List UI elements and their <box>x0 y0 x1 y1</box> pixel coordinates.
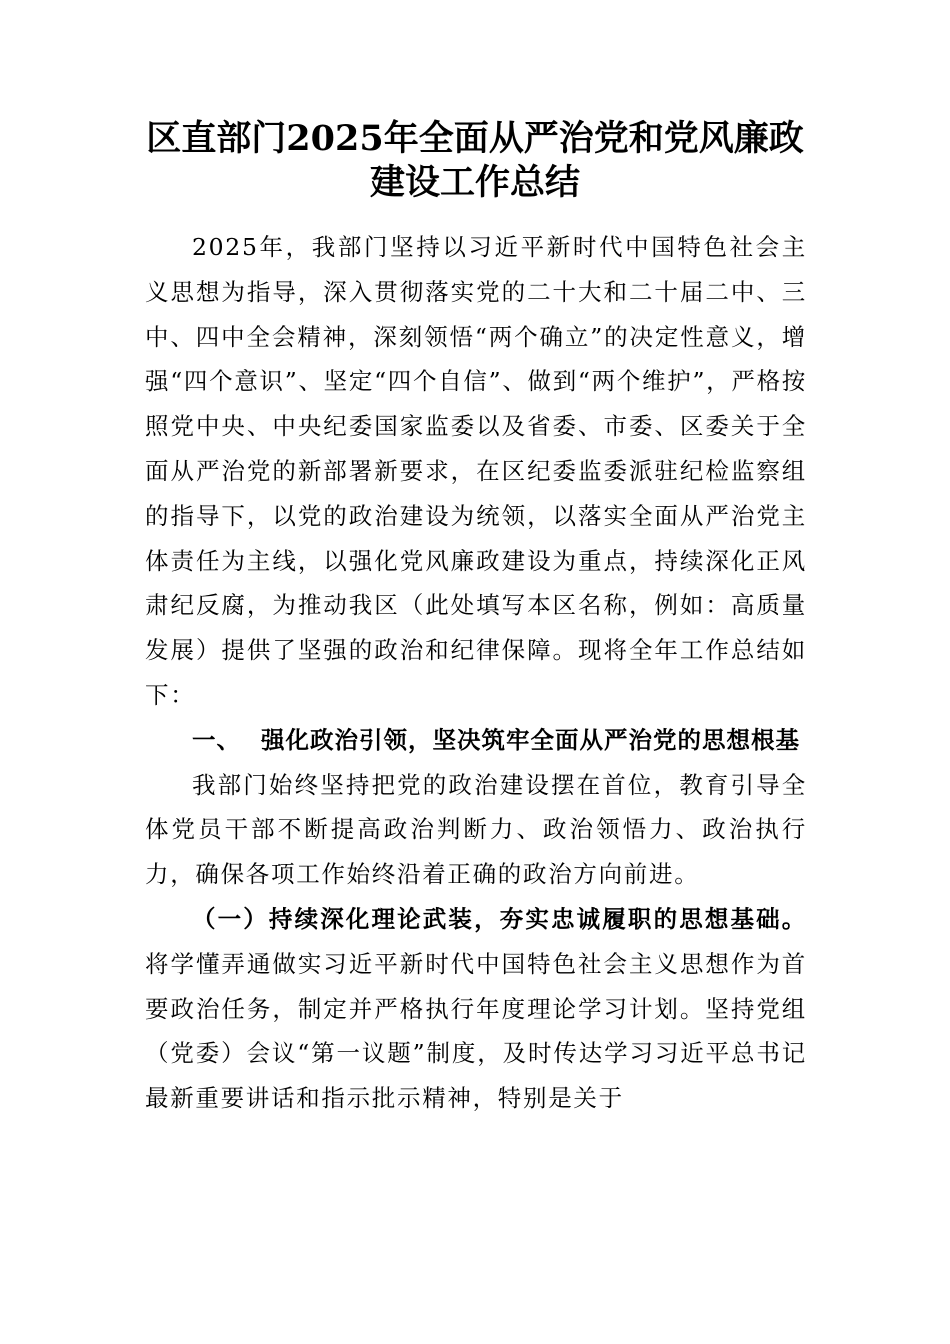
section-1-number: 一、 <box>192 725 241 754</box>
document-body <box>145 225 807 1121</box>
subsection-1-title: （一）持续深化理论武装，夯实忠诚履职的思想基础。 <box>192 904 807 933</box>
section-1-heading-text: 强化政治引领，坚决筑牢全面从严治党的思想根基 <box>261 725 800 754</box>
intro-paragraph: 2025年，我部门坚持以习近平新时代中国特色社会主义思想为指导，深入贯彻落实党的二十大和二十届二中、三中、四中全会精神，深刻领悟“两个确立”的决定性意义，增强“四个意识”、坚定“四个自信”、做到“两个维护”，严格按照党中央、中央纪委国家监委以及省委、市委、区委关于全面从严治党的新部署新要求，在区纪委监委派驻纪检监察组的指导下，以党的政治建设为统领，以落实全面从严治党主体责任为主线，以强化党风廉政建设为重点，持续深化正风肃纪反腐，为推动我区（此处填写本区名称，例如：高质量发展）提供了坚强的政治和纪律保障。现将全年工作总结如下： <box>145 233 807 709</box>
section-1-paragraph: 我部门始终坚持把党的政治建设摆在首位，教育引导全体党员干部不断提高政治判断力、政治领悟力、政治执行力，确保各项工作始终沿着正确的政治方向前进。 <box>145 770 807 889</box>
section-1-heading <box>145 718 807 763</box>
document-title-line-2: 建设工作总结 <box>369 162 580 203</box>
subsection-1-paragraph <box>145 897 807 1121</box>
subsection-1-body: 将学懂弄通做实习近平新时代中国特色社会主义思想作为首要政治任务，制定并严格执行年度理论学习计划。坚持党组（党委）会议“第一议题”制度，及时传达学习习近平总书记最新重要讲话和指示批示精神，特别是关于 <box>145 949 807 1113</box>
document-title-line-1: 区直部门2025年全面从严治党和党风廉政 <box>146 118 804 159</box>
